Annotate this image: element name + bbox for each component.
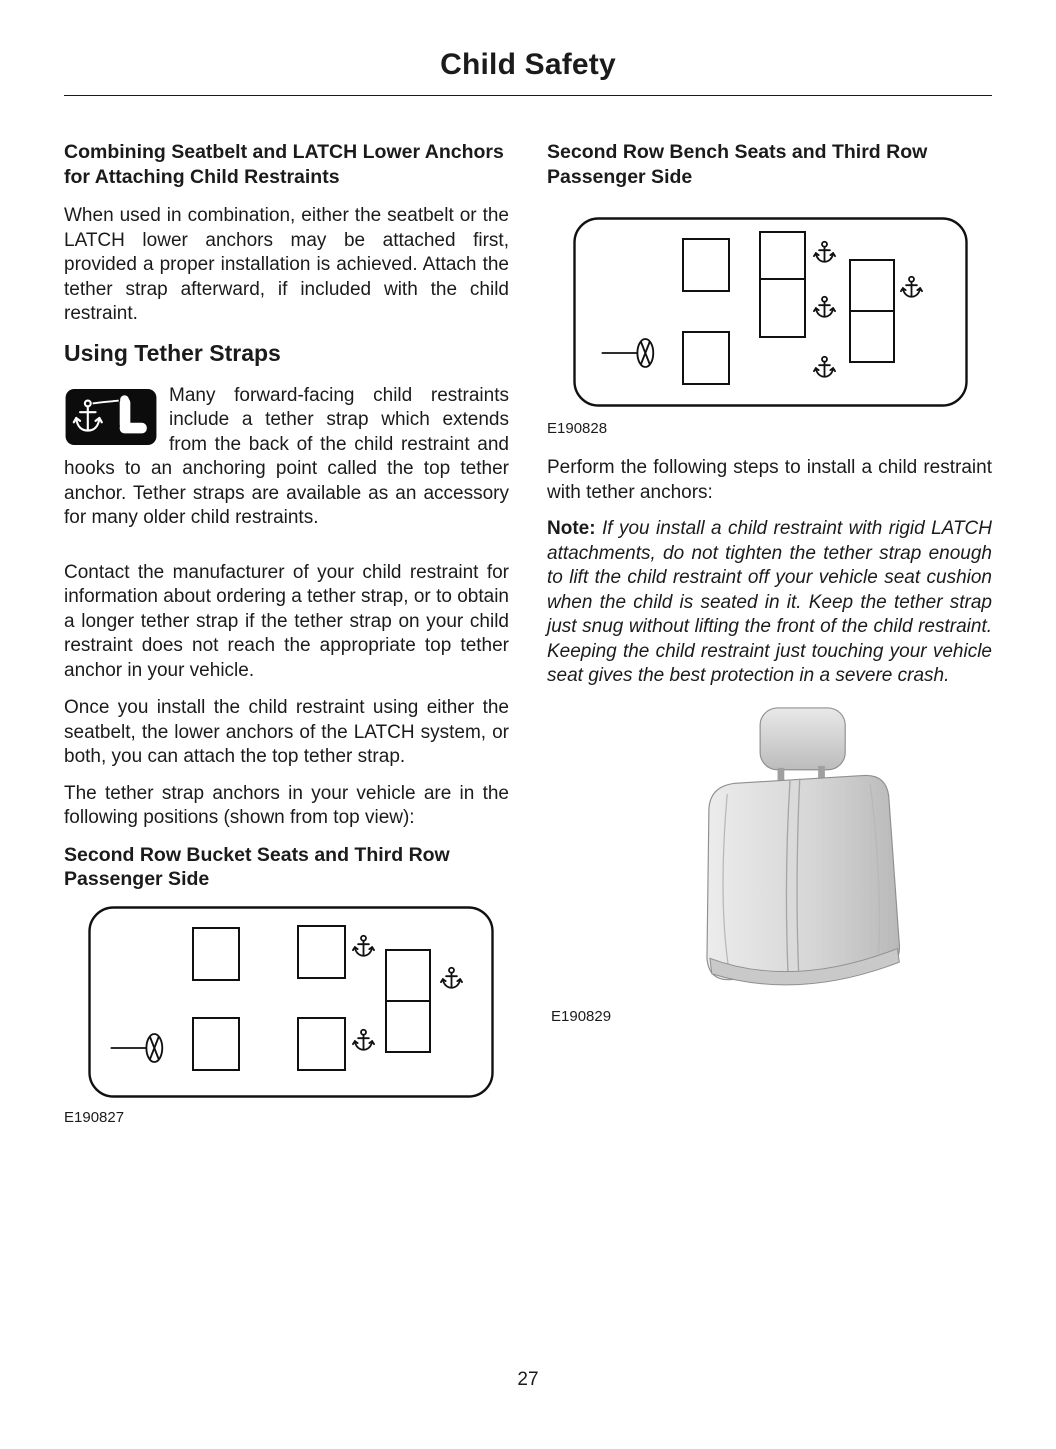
icon-badge-background — [66, 388, 157, 444]
tether-intro-block — [64, 384, 509, 543]
tether-anchor-symbol — [353, 935, 374, 955]
paragraph-perform-steps: Perform the following steps to install a child restraint with tether anchors: — [547, 457, 992, 503]
paragraph-combining: When used in combination, either the seatbelt or the LATCH lower anchors may be attached first, provided a proper installation is achieved. Attach the tether strap afterward, if included with the child restraint. — [64, 205, 509, 324]
diagram-border — [575, 219, 967, 406]
steering-wheel-symbol — [111, 1034, 162, 1062]
page-header — [0, 0, 1056, 96]
page-title: Child Safety — [440, 48, 616, 81]
bucket-seats-diagram — [88, 906, 494, 1098]
figure-bench-seats-top-view — [547, 203, 992, 438]
two-column-layout — [0, 140, 1056, 1127]
heading-using-tether-straps: Using Tether Straps — [64, 339, 281, 366]
note-paragraph — [547, 517, 992, 689]
figure-bucket-seats-top-view — [64, 906, 509, 1127]
paragraph-contact-manufacturer: Contact the manufacturer of your child restraint for information about ordering a tether strap, or to obtain a longer tether strap if the tether strap on your child restraint does not reach the appropriate top tether anchor in your vehicle. — [64, 561, 509, 681]
page-number: 27 — [517, 1369, 539, 1390]
paragraph-anchor-positions: The tether strap anchors in your vehicle are in the following positions (shown from top view): — [64, 782, 509, 828]
paragraph-tether-intro: Many forward-facing child restraints include a tether strap which extends from the back of the child restraint and hooks to an anchoring point called the top tether anchor. Tether straps are available as an accessory for many older child restraints. — [64, 384, 509, 528]
tether-anchor-symbol — [353, 1029, 374, 1049]
heading-bench-seats: Second Row Bench Seats and Third Row Passenger Side — [547, 141, 928, 188]
figure-caption: E190828 — [547, 420, 608, 437]
note-text: If you install a child restraint with rigid LATCH attachments, do not tighten the tether strap enough to lift the child restraint off your vehicle seat cushion when the child is seated in it. Keep the tether strap just snug without lifting the front of the child restraint. Keeping the child restraint just touching your vehicle seat gives the best protection in a severe crash. — [547, 518, 992, 686]
figure-seat-illustration — [551, 705, 992, 1026]
tether-anchor-symbol — [901, 277, 922, 297]
tether-anchor-symbol — [814, 297, 835, 317]
headrest — [760, 707, 845, 769]
heading-combining-seatbelt-latch: Combining Seatbelt and LATCH Lower Anchors for Attaching Child Restraints — [64, 141, 504, 188]
child-seat-tether-anchor-icon — [64, 388, 158, 446]
page-footer — [0, 1369, 1056, 1391]
figure-caption: E190827 — [64, 1108, 125, 1126]
diagram-border — [90, 907, 493, 1096]
paragraph-install-restraint: Once you install the child restraint using either the seatbelt, the lower anchors of the LATCH system, or both, you can attach the top tether strap. — [64, 697, 509, 767]
tether-anchor-symbol — [814, 242, 835, 262]
seat-position-squares — [683, 232, 894, 384]
figure-caption: E190829 — [551, 1007, 612, 1025]
seat-position-squares — [193, 926, 430, 1070]
note-label: Note: — [547, 518, 596, 539]
left-column — [64, 140, 509, 1127]
seat-back — [707, 775, 900, 979]
steering-wheel-symbol — [602, 339, 653, 367]
heading-bucket-seats: Second Row Bucket Seats and Third Row Passenger Side — [64, 843, 450, 890]
tether-anchor-symbol — [441, 967, 462, 987]
right-column — [547, 140, 992, 1127]
bench-seats-diagram — [573, 217, 968, 407]
header-divider — [64, 95, 992, 96]
tether-anchor-symbol — [814, 357, 835, 377]
vehicle-seat-illustration — [677, 705, 909, 995]
